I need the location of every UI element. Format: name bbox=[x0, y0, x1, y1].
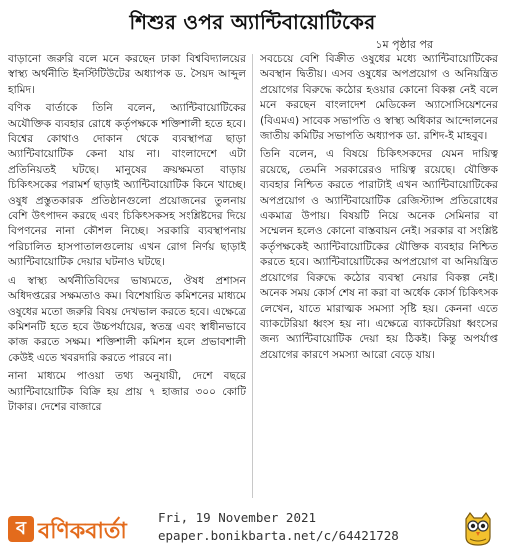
headline: শিশুর ওপর অ্যান্টিবায়োটিকের bbox=[129, 10, 376, 34]
brand-logo[interactable] bbox=[8, 514, 158, 544]
paragraph: বাড়ানো জরুরি বলে মনে করছেন ঢাকা বিশ্ববিদ্যালয়ের স্বাস্থ্য অর্থনীতি ইনস্টিটিউটের অধ্যাপক ড. সৈয়দ আব্দুল হামিদ। bbox=[8, 53, 246, 96]
continued-from-label: ১ম পৃষ্ঠার পর bbox=[375, 38, 433, 51]
footer bbox=[0, 505, 505, 553]
owl-icon bbox=[461, 511, 495, 547]
epaper-url[interactable]: epaper.bonikbarta.net/c/64421728 bbox=[158, 528, 399, 543]
article-column-right bbox=[260, 52, 498, 500]
publication-date: Fri, 19 November 2021 bbox=[158, 510, 317, 525]
column-divider bbox=[252, 54, 253, 498]
paragraph: এ স্বাস্থ্য অর্থনীতিবিদের ভাষ্যমতে, ঔষধ প্রশাসন অধিদপ্তরের সক্ষমতাও কম। বিশেষায়িত কমিশনের মাধ্যমে ওষুধের মতো জরুরি বিষয় দেখভাল করতে হবে। এক্ষেত্রে কমিশনটি হতে হবে উচ্চপর্যায়ের, স্বতন্ত্র এবং স্বাধীনভাবে কাজ করতে সক্ষম। শক্তিশালী কমিশন হলে প্রভাবশালী কেউই এতে খবরদারি করতে পারবে না। bbox=[8, 274, 246, 364]
paragraph: সবচেয়ে বেশি বিক্রীত ওষুধের মধ্যে অ্যান্টিবায়োটিকের অবস্থান দ্বিতীয়। এসব ওষুধের অপপ্রয়োগ ও অনিয়ন্ত্রিত প্রয়োগের বিরুদ্ধে কঠোর হওয়ার কোনো বিকল্প নেই বলে মনে করছেন বাংলাদেশ মেডিকেল অ্যাসোসিয়েশনের (বিএমএ) সাবেক সভাপতি ও স্বাস্থ্য অধিকার আন্দোলনের জাতীয় কমিটির সভাপতি অধ্যাপক ডা. রশিদ-ই মাহবুব। bbox=[260, 53, 498, 143]
brand-mark-icon: ব bbox=[8, 516, 34, 542]
paragraph: তিনি বলেন, এ বিষয়ে চিকিৎসকদের যেমন দায়িত্ব রয়েছে, তেমনি সরকারেরও দায়িত্ব রয়েছে। যৌক্তিক ব্যবহার নিশ্চিত করতে পারাটাই এখন অ্যান্টিবায়োটিকের অপপ্রয়োগ ও অ্যান্টিবায়োটিক রেজিস্ট্যান্স প্রতিরোধের একমাত্র উপায়। বিষয়টি নিয়ে অনেক সেমিনার বা সম্মেলন হলেও কোনো বাস্তবায়ন নেই। সরকার বা সংশ্লিষ্ট কর্তৃপক্ষকেই অ্যান্টিবায়োটিকের যৌক্তিক ব্যবহার নিশ্চিত করতে হবে। অ্যান্টিবায়োটিকের অপপ্রয়োগ বা অনিয়ন্ত্রিত প্রয়োগের বিরুদ্ধে কঠোর ব্যবস্থা নেয়ার বিকল্প নেই। অনেক সময় কোর্স শেষ না করা বা অর্ধেক কোর্স চিকিৎসক লেখেন, যাতে মারাত্মক সমস্যা সৃষ্টি হয়। কেননা এতে ব্যাকটেরিয়া ধ্বংস হয় না। এক্ষেত্রে ব্যাকটেরিয়া ধ্বংসের জন্য অ্যান্টিবায়োটিক দেয়া হয় ঠিকই। কিন্তু অপর্যাপ্ত প্রয়োগের কারণে সমস্যা আরো বেড়ে যায়। bbox=[260, 148, 498, 361]
article-column-left bbox=[8, 52, 246, 500]
publication-meta bbox=[158, 509, 399, 545]
brand-name: বণিকবার্তা bbox=[38, 518, 127, 544]
paragraph: নানা মাধ্যমে পাওয়া তথ্য অনুযায়ী, দেশে বছরে অ্যান্টিবায়োটিক বিক্রি হয় প্রায় ৭ হাজার ৩০০ কোটি টাকার। দেশের বাজারে bbox=[8, 370, 246, 413]
paragraph: বণিক বার্তাকে তিনি বলেন, অ্যান্টিবায়োটিকের অযৌক্তিক ব্যবহার রোধে কর্তৃপক্ষকে শক্তিশালী হতে হবে। বিশ্বের কোথাও দোকান থেকে ব্যবস্থাপত্র ছাড়া অ্যান্টিবায়োটিক কেনা যায় না। বাংলাদেশে এটা প্রতিনিয়তই ঘটছে। মানুষের ক্রয়ক্ষমতা বাড়ায় চিকিৎসকের পরামর্শ ছাড়াই অ্যান্টিবায়োটিক কিনে খাচ্ছে। ওষুধ প্রস্তুতকারক প্রতিষ্ঠানগুলো প্রয়োজনের তুলনায় বেশি উৎপাদন করছে এবং চিকিৎসকসহ সংশ্লিষ্টদের দিয়ে বিপণনের নানা কৌশল নিচ্ছে। সরকারি ব্যবস্থাপনায় পরিচালিত হাসপাতালগুলোয় এখন রোগ নির্ণয় ছাড়াই অ্যান্টিবায়োটিক দেয়ার ঘটনাও ঘটছে। bbox=[8, 102, 246, 269]
